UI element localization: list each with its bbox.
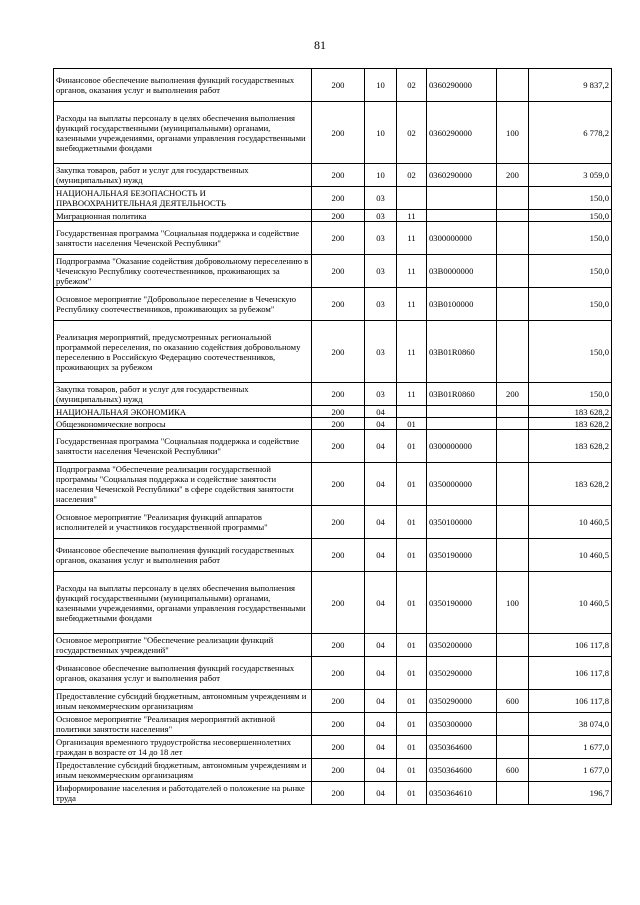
row-amount: 183 628,2 bbox=[529, 418, 612, 430]
row-target-article-code: 0350290000 bbox=[427, 657, 497, 690]
row-name: НАЦИОНАЛЬНАЯ БЕЗОПАСНОСТЬ И ПРАВООХРАНИТЕЛЬНАЯ ДЕЯТЕЛЬНОСТЬ bbox=[54, 187, 312, 210]
row-section-code: 04 bbox=[365, 418, 397, 430]
row-amount: 150,0 bbox=[529, 187, 612, 210]
row-grbs-code: 200 bbox=[312, 69, 365, 102]
row-name: Закупка товаров, работ и услуг для государственных (муниципальных) нужд bbox=[54, 383, 312, 406]
row-expense-type-code bbox=[497, 657, 529, 690]
row-subsection-code: 11 bbox=[397, 288, 427, 321]
row-expense-type-code bbox=[497, 713, 529, 736]
page-number: 81 bbox=[314, 38, 326, 52]
row-subsection-code: 02 bbox=[397, 164, 427, 187]
row-name: Государственная программа "Социальная поддержка и содействие занятости населения Чеченской Республики" bbox=[54, 430, 312, 463]
row-amount: 183 628,2 bbox=[529, 430, 612, 463]
row-section-code: 04 bbox=[365, 406, 397, 418]
row-amount: 183 628,2 bbox=[529, 406, 612, 418]
row-expense-type-code bbox=[497, 210, 529, 222]
row-expense-type-code bbox=[497, 418, 529, 430]
row-target-article-code: 0350190000 bbox=[427, 539, 497, 572]
row-name: Финансовое обеспечение выполнения функций государственных органов, оказания услуг и выполнения работ bbox=[54, 657, 312, 690]
row-expense-type-code bbox=[497, 406, 529, 418]
budget-table bbox=[53, 68, 612, 805]
table-row bbox=[54, 321, 612, 383]
table-row bbox=[54, 782, 612, 805]
row-grbs-code: 200 bbox=[312, 539, 365, 572]
row-section-code: 03 bbox=[365, 288, 397, 321]
row-section-code: 04 bbox=[365, 506, 397, 539]
table-row bbox=[54, 222, 612, 255]
row-amount: 9 837,2 bbox=[529, 69, 612, 102]
row-grbs-code: 200 bbox=[312, 418, 365, 430]
row-subsection-code bbox=[397, 406, 427, 418]
row-section-code: 04 bbox=[365, 572, 397, 634]
table-row bbox=[54, 210, 612, 222]
row-amount: 183 628,2 bbox=[529, 463, 612, 506]
table-row bbox=[54, 430, 612, 463]
row-amount: 1 677,0 bbox=[529, 736, 612, 759]
row-name: Миграционная политика bbox=[54, 210, 312, 222]
row-name: Основное мероприятие "Реализация функций аппаратов исполнителей и участников государственной программы" bbox=[54, 506, 312, 539]
row-target-article-code: 0360290000 bbox=[427, 164, 497, 187]
row-name: Основное мероприятие "Обеспечение реализации функций государственных учреждений" bbox=[54, 634, 312, 657]
row-name: Предоставление субсидий бюджетным, автономным учреждениям и иным некоммерческим организациям bbox=[54, 759, 312, 782]
row-name: Реализация мероприятий, предусмотренных региональной программой переселения, по оказанию содействия добровольному переселению в Российскую Федерацию соотечественников, проживающих за рубежом bbox=[54, 321, 312, 383]
row-subsection-code: 01 bbox=[397, 572, 427, 634]
row-expense-type-code bbox=[497, 506, 529, 539]
row-grbs-code: 200 bbox=[312, 690, 365, 713]
row-grbs-code: 200 bbox=[312, 288, 365, 321]
row-section-code: 10 bbox=[365, 164, 397, 187]
row-target-article-code: 0350364600 bbox=[427, 736, 497, 759]
row-expense-type-code bbox=[497, 782, 529, 805]
table-row bbox=[54, 102, 612, 164]
row-expense-type-code bbox=[497, 288, 529, 321]
row-section-code: 04 bbox=[365, 657, 397, 690]
row-grbs-code: 200 bbox=[312, 102, 365, 164]
row-name: Основное мероприятие "Реализация мероприятий активной политики занятости населения" bbox=[54, 713, 312, 736]
row-subsection-code: 01 bbox=[397, 782, 427, 805]
row-subsection-code: 11 bbox=[397, 255, 427, 288]
row-subsection-code: 11 bbox=[397, 222, 427, 255]
row-name: Подпрограмма "Обеспечение реализации государственной программы "Социальная поддержка и содействие занятости населения Чеченской Республики" в сфере содействия занятости населения" bbox=[54, 463, 312, 506]
table-row bbox=[54, 418, 612, 430]
row-section-code: 03 bbox=[365, 383, 397, 406]
row-target-article-code: 0350300000 bbox=[427, 713, 497, 736]
row-name: НАЦИОНАЛЬНАЯ ЭКОНОМИКА bbox=[54, 406, 312, 418]
row-amount: 10 460,5 bbox=[529, 572, 612, 634]
row-name: Закупка товаров, работ и услуг для государственных (муниципальных) нужд bbox=[54, 164, 312, 187]
row-grbs-code: 200 bbox=[312, 210, 365, 222]
row-subsection-code: 01 bbox=[397, 539, 427, 572]
row-target-article-code: 03В01R0860 bbox=[427, 321, 497, 383]
row-target-article-code: 0350190000 bbox=[427, 572, 497, 634]
table-row bbox=[54, 187, 612, 210]
row-section-code: 04 bbox=[365, 736, 397, 759]
row-grbs-code: 200 bbox=[312, 713, 365, 736]
row-subsection-code: 01 bbox=[397, 690, 427, 713]
row-name: Расходы на выплаты персоналу в целях обеспечения выполнения функций государственными (муниципальными) органами, казенными учреждениями, органами управления государственными внебюджетными фондами bbox=[54, 572, 312, 634]
row-target-article-code: 03В0000000 bbox=[427, 255, 497, 288]
row-grbs-code: 200 bbox=[312, 321, 365, 383]
table-row bbox=[54, 463, 612, 506]
table-row bbox=[54, 69, 612, 102]
row-target-article-code: 0360290000 bbox=[427, 102, 497, 164]
row-amount: 150,0 bbox=[529, 288, 612, 321]
row-subsection-code: 01 bbox=[397, 463, 427, 506]
row-grbs-code: 200 bbox=[312, 657, 365, 690]
row-section-code: 10 bbox=[365, 102, 397, 164]
row-expense-type-code bbox=[497, 736, 529, 759]
row-grbs-code: 200 bbox=[312, 164, 365, 187]
row-amount: 150,0 bbox=[529, 210, 612, 222]
row-amount: 106 117,8 bbox=[529, 657, 612, 690]
row-subsection-code: 01 bbox=[397, 418, 427, 430]
row-target-article-code bbox=[427, 187, 497, 210]
row-subsection-code: 01 bbox=[397, 634, 427, 657]
row-grbs-code: 200 bbox=[312, 782, 365, 805]
row-section-code: 03 bbox=[365, 222, 397, 255]
row-target-article-code: 0360290000 bbox=[427, 69, 497, 102]
row-name: Предоставление субсидий бюджетным, автономным учреждениям и иным некоммерческим организациям bbox=[54, 690, 312, 713]
row-subsection-code: 01 bbox=[397, 506, 427, 539]
row-section-code: 04 bbox=[365, 759, 397, 782]
row-subsection-code: 11 bbox=[397, 383, 427, 406]
table-row bbox=[54, 164, 612, 187]
table-row bbox=[54, 736, 612, 759]
row-target-article-code bbox=[427, 406, 497, 418]
table-row bbox=[54, 690, 612, 713]
row-name: Финансовое обеспечение выполнения функций государственных органов, оказания услуг и выполнения работ bbox=[54, 69, 312, 102]
row-expense-type-code bbox=[497, 222, 529, 255]
row-amount: 150,0 bbox=[529, 255, 612, 288]
row-expense-type-code: 200 bbox=[497, 164, 529, 187]
row-expense-type-code: 600 bbox=[497, 690, 529, 713]
row-expense-type-code bbox=[497, 634, 529, 657]
row-subsection-code: 02 bbox=[397, 69, 427, 102]
row-subsection-code: 02 bbox=[397, 102, 427, 164]
budget-table-body bbox=[54, 69, 612, 805]
row-grbs-code: 200 bbox=[312, 572, 365, 634]
row-expense-type-code: 200 bbox=[497, 383, 529, 406]
row-expense-type-code bbox=[497, 430, 529, 463]
row-name: Расходы на выплаты персоналу в целях обеспечения выполнения функций государственными (муниципальными) органами, казенными учреждениями, органами управления государственными внебюджетными фондами bbox=[54, 102, 312, 164]
row-expense-type-code bbox=[497, 187, 529, 210]
row-name: Государственная программа "Социальная поддержка и содействие занятости населения Чеченской Республики" bbox=[54, 222, 312, 255]
row-target-article-code: 03В0100000 bbox=[427, 288, 497, 321]
row-amount: 6 778,2 bbox=[529, 102, 612, 164]
row-expense-type-code: 600 bbox=[497, 759, 529, 782]
table-row bbox=[54, 713, 612, 736]
table-row bbox=[54, 572, 612, 634]
row-target-article-code: 0350364610 bbox=[427, 782, 497, 805]
row-grbs-code: 200 bbox=[312, 222, 365, 255]
row-target-article-code: 0300000000 bbox=[427, 222, 497, 255]
table-row bbox=[54, 539, 612, 572]
row-target-article-code: 0350200000 bbox=[427, 634, 497, 657]
row-expense-type-code: 100 bbox=[497, 572, 529, 634]
row-section-code: 03 bbox=[365, 187, 397, 210]
row-subsection-code: 11 bbox=[397, 321, 427, 383]
row-amount: 3 059,0 bbox=[529, 164, 612, 187]
row-grbs-code: 200 bbox=[312, 406, 365, 418]
row-name: Основное мероприятие "Добровольное переселение в Чеченскую Республику соотечественников, проживающих за рубежом" bbox=[54, 288, 312, 321]
row-target-article-code: 03В01R0860 bbox=[427, 383, 497, 406]
row-grbs-code: 200 bbox=[312, 506, 365, 539]
row-target-article-code: 0350000000 bbox=[427, 463, 497, 506]
row-amount: 106 117,8 bbox=[529, 690, 612, 713]
row-subsection-code: 11 bbox=[397, 210, 427, 222]
table-row bbox=[54, 634, 612, 657]
row-grbs-code: 200 bbox=[312, 383, 365, 406]
row-expense-type-code bbox=[497, 255, 529, 288]
row-expense-type-code bbox=[497, 69, 529, 102]
row-amount: 10 460,5 bbox=[529, 539, 612, 572]
row-subsection-code bbox=[397, 187, 427, 210]
row-name: Общеэкономические вопросы bbox=[54, 418, 312, 430]
row-target-article-code: 0350364600 bbox=[427, 759, 497, 782]
row-subsection-code: 01 bbox=[397, 713, 427, 736]
row-section-code: 04 bbox=[365, 690, 397, 713]
row-subsection-code: 01 bbox=[397, 657, 427, 690]
row-amount: 196,7 bbox=[529, 782, 612, 805]
row-expense-type-code bbox=[497, 539, 529, 572]
row-name: Информирование населения и работодателей о положение на рынке труда bbox=[54, 782, 312, 805]
row-grbs-code: 200 bbox=[312, 255, 365, 288]
row-name: Подпрограмма "Оказание содействия добровольному переселению в Чеченскую Республику соотечественников, проживающих за рубежом" bbox=[54, 255, 312, 288]
row-section-code: 03 bbox=[365, 321, 397, 383]
row-amount: 106 117,8 bbox=[529, 634, 612, 657]
row-target-article-code: 0350290000 bbox=[427, 690, 497, 713]
table-row bbox=[54, 657, 612, 690]
row-section-code: 04 bbox=[365, 713, 397, 736]
row-target-article-code bbox=[427, 210, 497, 222]
row-section-code: 10 bbox=[365, 69, 397, 102]
row-grbs-code: 200 bbox=[312, 187, 365, 210]
row-amount: 150,0 bbox=[529, 222, 612, 255]
table-row bbox=[54, 406, 612, 418]
row-grbs-code: 200 bbox=[312, 430, 365, 463]
row-amount: 38 074,0 bbox=[529, 713, 612, 736]
row-amount: 150,0 bbox=[529, 321, 612, 383]
row-section-code: 04 bbox=[365, 634, 397, 657]
table-row bbox=[54, 383, 612, 406]
row-amount: 150,0 bbox=[529, 383, 612, 406]
row-expense-type-code bbox=[497, 321, 529, 383]
row-section-code: 03 bbox=[365, 210, 397, 222]
row-expense-type-code bbox=[497, 463, 529, 506]
row-target-article-code: 0350100000 bbox=[427, 506, 497, 539]
row-target-article-code bbox=[427, 418, 497, 430]
row-subsection-code: 01 bbox=[397, 430, 427, 463]
row-name: Финансовое обеспечение выполнения функций государственных органов, оказания услуг и выполнения работ bbox=[54, 539, 312, 572]
row-section-code: 04 bbox=[365, 430, 397, 463]
table-row bbox=[54, 255, 612, 288]
row-grbs-code: 200 bbox=[312, 736, 365, 759]
row-section-code: 04 bbox=[365, 539, 397, 572]
row-section-code: 03 bbox=[365, 255, 397, 288]
row-section-code: 04 bbox=[365, 782, 397, 805]
row-amount: 10 460,5 bbox=[529, 506, 612, 539]
row-expense-type-code: 100 bbox=[497, 102, 529, 164]
table-row bbox=[54, 288, 612, 321]
row-subsection-code: 01 bbox=[397, 736, 427, 759]
table-row bbox=[54, 759, 612, 782]
row-name: Организация временного трудоустройства несовершеннолетних граждан в возрасте от 14 до 18 лет bbox=[54, 736, 312, 759]
row-grbs-code: 200 bbox=[312, 634, 365, 657]
table-row bbox=[54, 506, 612, 539]
row-amount: 1 677,0 bbox=[529, 759, 612, 782]
row-section-code: 04 bbox=[365, 463, 397, 506]
row-subsection-code: 01 bbox=[397, 759, 427, 782]
row-grbs-code: 200 bbox=[312, 759, 365, 782]
row-grbs-code: 200 bbox=[312, 463, 365, 506]
row-target-article-code: 0300000000 bbox=[427, 430, 497, 463]
